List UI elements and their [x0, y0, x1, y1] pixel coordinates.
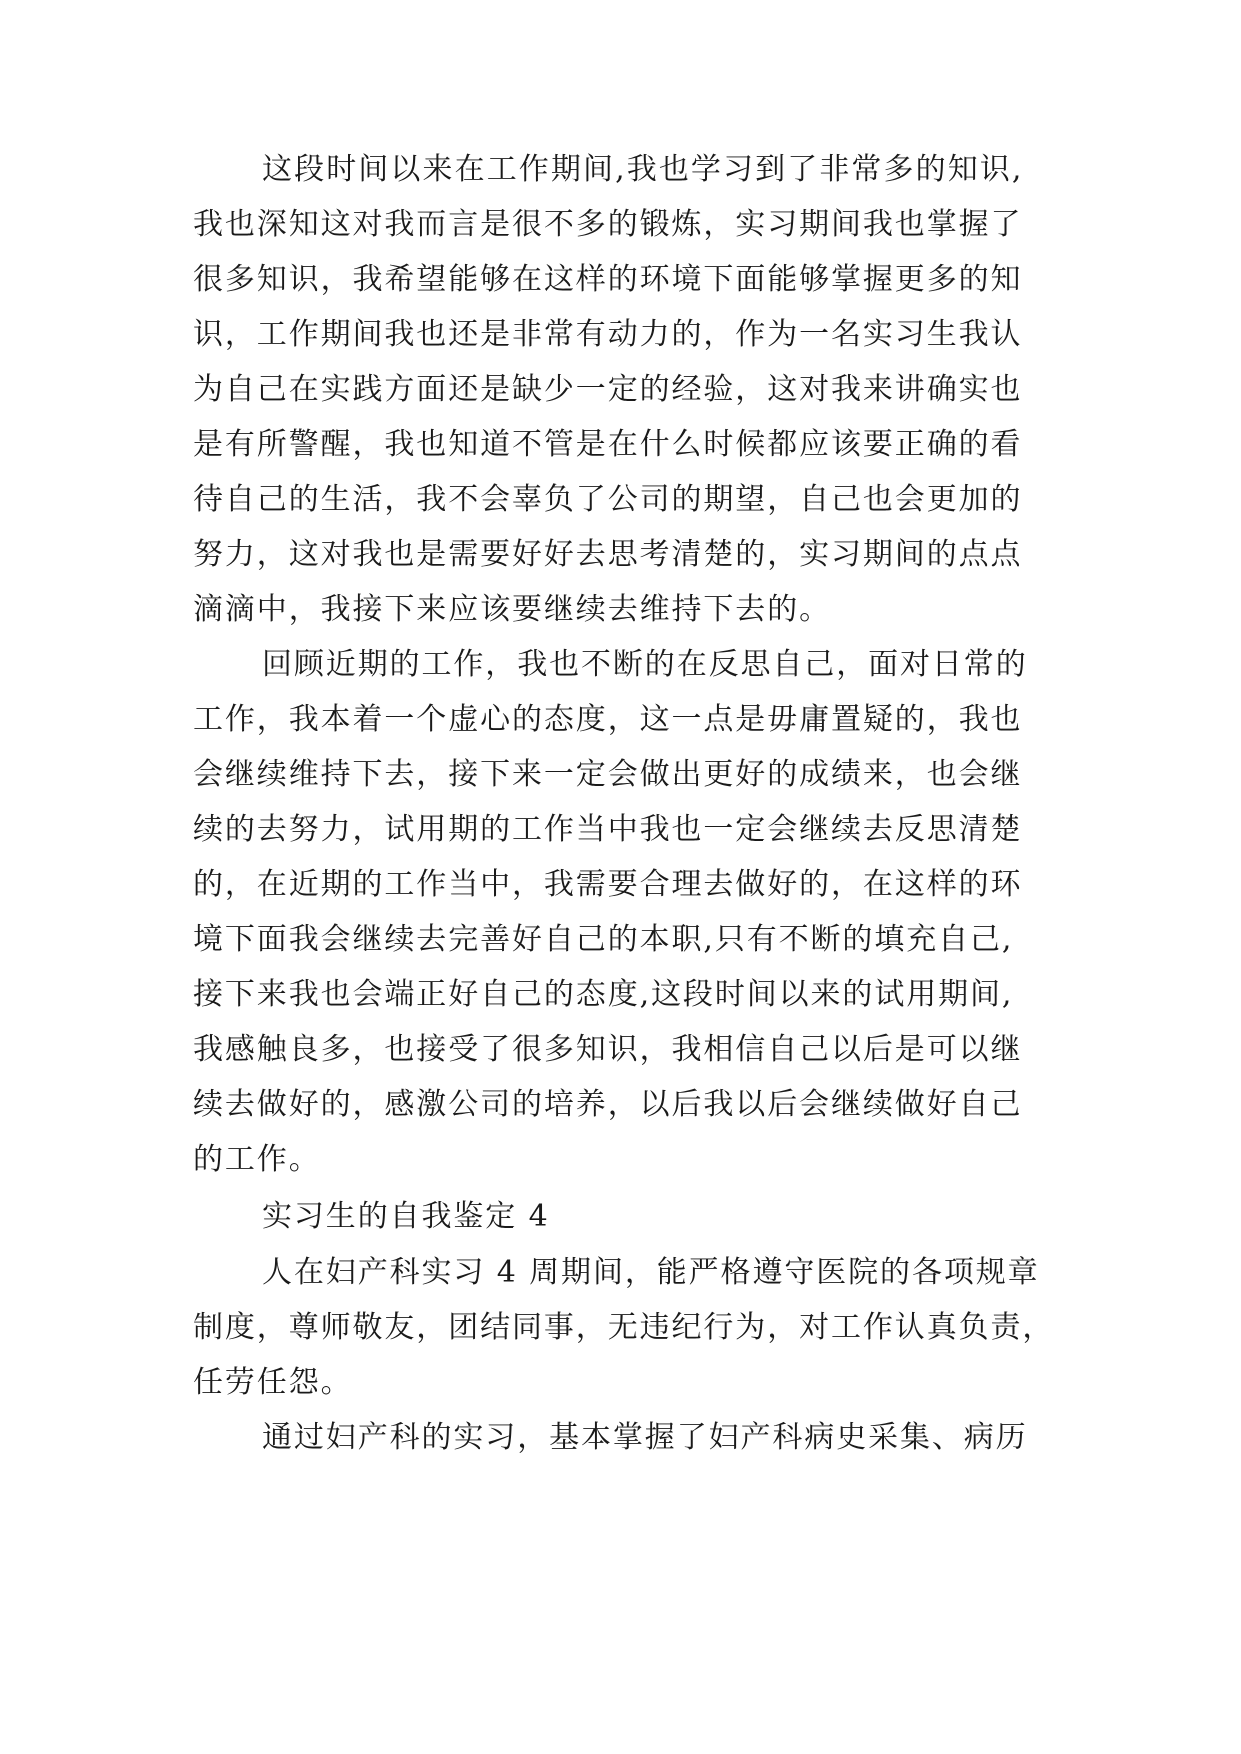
text-line-6: 是有所警醒，我也知道不管是在什么时候都应该要正确的看 — [193, 427, 1023, 462]
text-line-13: 续的去努力，试用期的工作当中我也一定会继续去反思清楚 — [193, 812, 1023, 847]
text-line-19: 的工作。 — [193, 1142, 321, 1177]
text-line-11: 工作，我本着一个虚心的态度，这一点是毋庸置疑的，我也 — [193, 702, 1023, 737]
text-line-3: 很多知识，我希望能够在这样的环境下面能够掌握更多的知 — [193, 262, 1023, 297]
text-line-9: 滴滴中，我接下来应该要继续去维持下去的。 — [193, 592, 831, 627]
text-line-2: 我也深知这对我而言是很不多的锻炼，实习期间我也掌握了 — [193, 207, 1023, 242]
text-line-17: 我感触良多，也接受了很多知识，我相信自己以后是可以继 — [193, 1032, 1023, 1067]
text-line-21: 人在妇产科实习 4 周期间，能严格遵守医院的各项规章 — [262, 1255, 1040, 1290]
text-line-4: 识，工作期间我也还是非常有动力的，作为一名实习生我认 — [193, 317, 1023, 352]
text-line-15: 境下面我会继续去完善好自己的本职,只有不断的填充自己, — [193, 922, 1014, 957]
text-line-1: 这段时间以来在工作期间,我也学习到了非常多的知识, — [262, 152, 1024, 187]
text-line-16: 接下来我也会端正好自己的态度,这段时间以来的试用期间, — [193, 977, 1014, 1012]
text-line-24: 通过妇产科的实习，基本掌握了妇产科病史采集、病历 — [262, 1420, 1028, 1455]
text-line-22: 制度，尊师敬友，团结同事，无违纪行为，对工作认真负责， — [193, 1310, 1055, 1345]
text-line-8: 努力，这对我也是需要好好去思考清楚的，实习期间的点点 — [193, 537, 1023, 572]
text-line-14: 的，在近期的工作当中，我需要合理去做好的，在这样的环 — [193, 867, 1023, 902]
section-heading: 实习生的自我鉴定 4 — [262, 1199, 550, 1234]
text-line-10: 回顾近期的工作，我也不断的在反思自己，面对日常的 — [262, 647, 1028, 682]
text-line-12: 会继续维持下去，接下来一定会做出更好的成绩来，也会继 — [193, 757, 1023, 792]
text-line-5: 为自己在实践方面还是缺少一定的经验，这对我来讲确实也 — [193, 372, 1023, 407]
text-line-7: 待自己的生活，我不会辜负了公司的期望，自己也会更加的 — [193, 482, 1023, 517]
text-line-23: 任劳任怨。 — [193, 1365, 353, 1400]
text-line-18: 续去做好的，感激公司的培养，以后我以后会继续做好自己 — [193, 1087, 1023, 1122]
